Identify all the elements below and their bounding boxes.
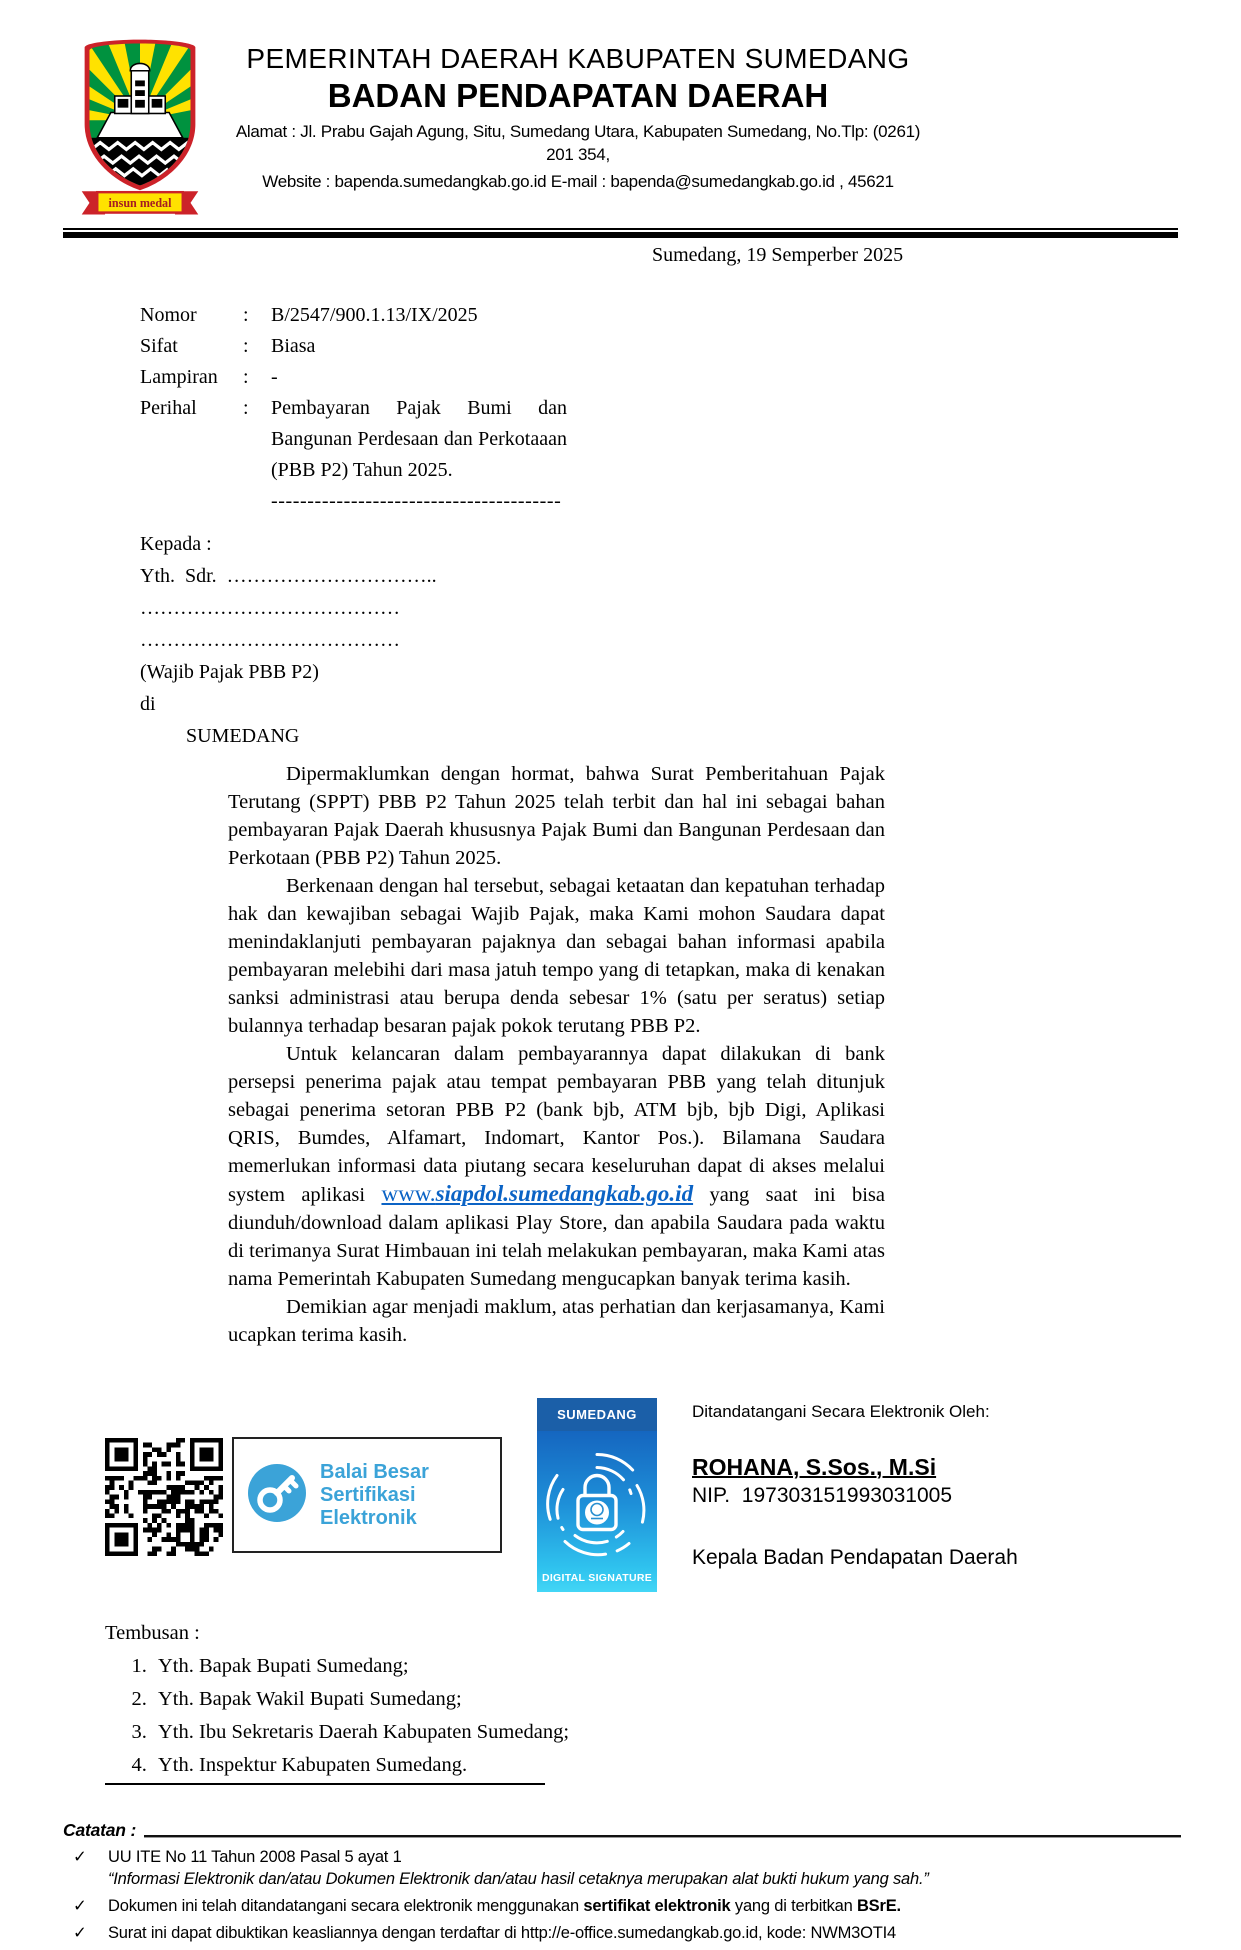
recipient-line: ………………………………… (140, 629, 400, 651)
fingerprint-lock-icon (545, 1444, 649, 1567)
tembusan-item: 3. Yth. Ibu Sekretaris Daerah Kabupaten Sumedang; (152, 1716, 569, 1749)
catatan-rule (144, 1835, 1181, 1838)
letter-date: Sumedang, 19 Semperber 2025 (652, 244, 904, 266)
checkmark-icon: ✓ (73, 1897, 87, 1915)
bsre-key-icon (246, 1462, 308, 1529)
paragraph-3-text: Untuk kelancaran dalam pembayarannya dapat dilakukan di bank persepsi penerima pajak atau tempat pembayaran PBB yang telah ditunjuk sebagai penerima setoran PBB P2 (bank bjb, ATM bjb, bjb Digi, Aplikasi QRIS, Bumdes, Alfamart, Indomart, Kantor Pos.). Bilamana Saudara memerlukan informasi data piutang secara keseluruhan dapat di akses melalui system aplikasi (228, 1043, 885, 1206)
bsre-label: Balai Besar Sertifikasi Elektronik (320, 1460, 429, 1529)
recipient-line: ………………………………… (140, 597, 400, 619)
recipient-block (140, 528, 437, 752)
letterhead-divider (63, 228, 1178, 238)
catatan-law-quote: “Informasi Elektronik dan/atau Dokumen Elektronik dan/atau hasil cetaknya merupakan alat bukti hukum yang sah.” (108, 1870, 929, 1888)
signer-title: Kepala Badan Pendapatan Daerah (692, 1546, 1018, 1569)
checkmark-icon: ✓ (73, 1924, 87, 1942)
paragraph-3 (228, 1040, 885, 1293)
agency-name: BADAN PENDAPATAN DAERAH (327, 77, 829, 114)
letter-number: B/2547/900.1.13/IX/2025 (271, 304, 478, 326)
meta-colon: : (243, 366, 249, 388)
tembusan-underline (105, 1783, 545, 1785)
meta-colon: : (243, 335, 249, 357)
paragraph-2: Berkenaan dengan hal tersebut, sebagai ketaatan dan kepatuhan terhadap hak dan kewajiban sebagai Wajib Pajak, maka Kami mohon Saudara dapat menindaklanjuti pembayaran pajaknya dan sebagai bahan informasi apabila pembayaran melebihi dari masa jatuh tempo yang di tetapkan, maka di kenakan sanksi administrasi atau berupa denda sebesar 1% (satu per seratus) setiap bulannya terhadap besaran pajak pokok terutang PBB P2. (228, 875, 885, 1037)
agency-contact: Website : bapenda.sumedangkab.go.id E-mail : bapenda@sumedangkab.go.id , 45621 (262, 172, 894, 191)
letter-meta (140, 300, 567, 517)
signer-name: ROHANA, S.Sos., M.Si (692, 1454, 937, 1480)
paragraph-1: Dipermaklumkan dengan hormat, bahwa Surat Pemberitahuan Pajak Terutang (SPPT) PBB P2 Tahun 2025 telah terbit dan hal ini sebagai bahan pembayaran Pajak Daerah khususnya Pajak Bumi dan Bangunan Perdesaan dan Perkotaan (PBB P2) Tahun 2025. (228, 763, 885, 869)
meta-label: Sifat (140, 335, 178, 357)
paragraph-3-text-after: yang saat ini bisa diunduh/download dalam aplikasi Play Store, dan apabila Saudara pada waktu di terimanya Surat Himbauan ini telah melakukan pembayaran, maka Kami atas nama Pemerintah Kabupaten Sumedang mengucapkan banyak terima kasih. (228, 1184, 885, 1290)
badge-caption: DIGITAL SIGNATURE (541, 1572, 653, 1584)
subject-underline-dashes: ---------------------------------------- (271, 490, 562, 512)
meta-colon: : (243, 304, 249, 326)
digital-signature-badge (537, 1398, 657, 1592)
meta-label: Lampiran (140, 366, 218, 388)
org-name: PEMERINTAH DAERAH KABUPATEN SUMEDANG (246, 43, 910, 74)
recipient-line: Yth. Sdr. ………………………….. (140, 565, 437, 587)
letter-attachment: - (271, 366, 278, 388)
meta-colon: : (243, 397, 249, 419)
tembusan-item: 1. Yth. Bapak Bupati Sumedang; (152, 1650, 569, 1683)
checkmark-icon: ✓ (73, 1848, 87, 1866)
catatan-law-ref: UU ITE No 11 Tahun 2008 Pasal 5 ayat 1 (108, 1848, 402, 1866)
catatan-item (63, 1922, 1181, 1944)
catatan-item: ✓ Dokumen ini telah ditandatangani secara elektronik menggunakan sertifikat elektronik yang di terbitkan BSrE. (63, 1895, 1181, 1917)
catatan-verify-note: Surat ini dapat dibuktikan keasliannya dengan terdaftar di http://e-office.sumedangkab.go.id, kode: NWM3OTI4 (108, 1924, 896, 1942)
paragraph-4: Demikian agar menjadi maklum, atas perhatian dan kerjasamanya, Kami ucapkan terima kasih. (228, 1296, 885, 1346)
catatan-item (63, 1846, 1181, 1890)
tembusan-block (105, 1618, 569, 1785)
qr-code (105, 1438, 223, 1556)
catatan-footer (63, 1820, 1181, 1944)
signer-nip: NIP. 197303151993031005 (692, 1484, 953, 1507)
recipient-city: SUMEDANG (186, 725, 300, 747)
tembusan-item: 2. Yth. Bapak Wakil Bupati Sumedang; (152, 1683, 569, 1716)
catatan-title: Catatan : (63, 1820, 137, 1840)
tembusan-title: Tembusan : (105, 1622, 200, 1644)
tembusan-item: 4. Yth. Inspektur Kabupaten Sumedang. (152, 1749, 569, 1782)
signature-block (692, 1402, 1172, 1570)
recipient-line: (Wajib Pajak PBB P2) (140, 661, 319, 683)
letter-subject: Pembayaran Pajak Bumi dan Bangunan Perdesaan dan Perkotaaan (PBB P2) Tahun 2025. (271, 397, 567, 481)
badge-title: SUMEDANG (537, 1398, 657, 1431)
sumedang-coat-of-arms-icon (72, 36, 208, 224)
signed-electronically-label: Ditandatangani Secara Elektronik Oleh: (692, 1402, 990, 1421)
svg-text:insun medal: insun medal (108, 196, 172, 211)
siapdol-link[interactable]: www.siapdol.sumedangkab.go.id (381, 1181, 694, 1206)
recipient-line: di (140, 693, 156, 715)
letter-nature: Biasa (271, 335, 316, 357)
letter-body (228, 760, 885, 1349)
meta-label: Perihal (140, 397, 197, 419)
logo-banner (82, 191, 199, 214)
bsre-logo (232, 1437, 502, 1553)
recipient-kepada: Kepada : (140, 533, 212, 555)
meta-label: Nomor (140, 304, 197, 326)
agency-address: Alamat : Jl. Prabu Gajah Agung, Situ, Sumedang Utara, Kabupaten Sumedang, No.Tlp: (0261) 201 354, (235, 122, 921, 164)
